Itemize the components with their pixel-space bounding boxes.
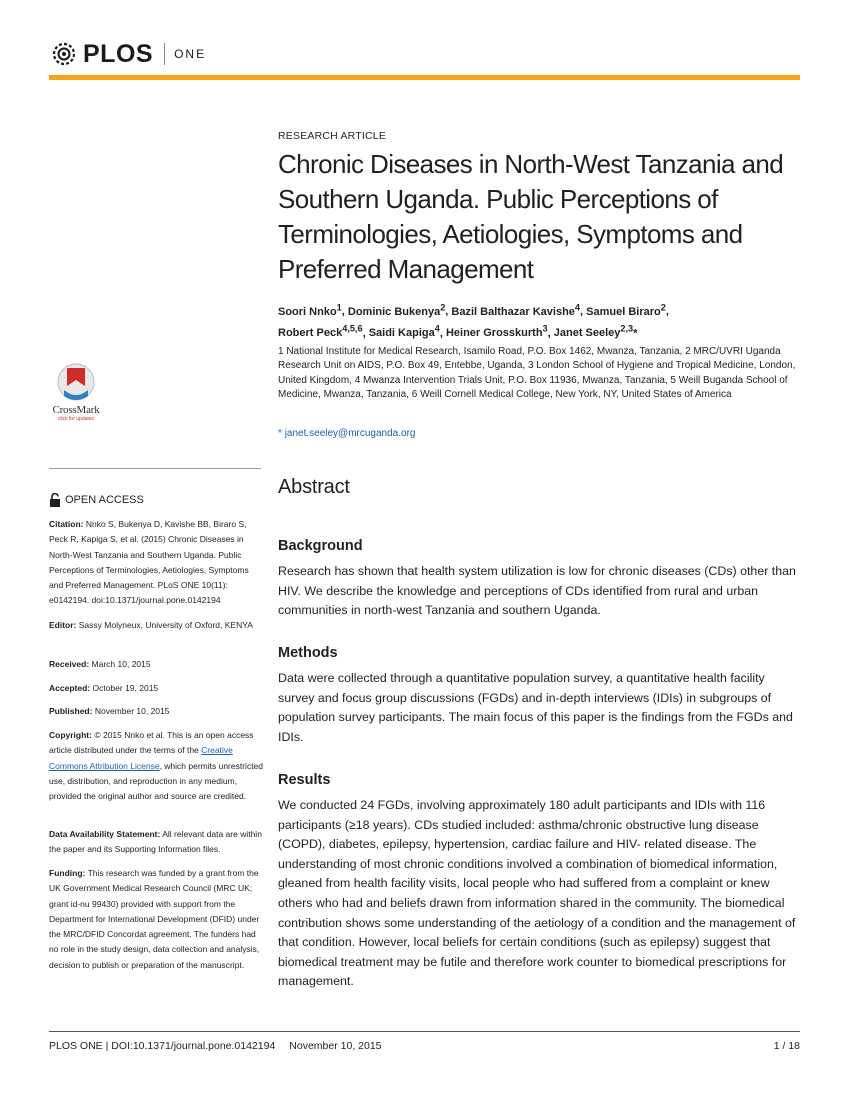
abstract-heading: Abstract (278, 476, 350, 498)
crossmark-badge[interactable] (44, 360, 108, 422)
footer-journal-doi: PLOS ONE | DOI:10.1371/journal.pone.0142194 (49, 1040, 276, 1052)
background-heading: Background (278, 538, 363, 554)
copyright-text-cont: , which permits unrestricted use, distribution, and reproduction in any medium, provided the original author and source are credited. (49, 760, 264, 802)
funding-label: Funding: (49, 868, 86, 878)
open-access-badge (49, 493, 144, 507)
logo-wordmark: PLOS (83, 39, 154, 68)
citation-block (49, 517, 264, 609)
editor-block (49, 618, 264, 633)
data-availability-text: All relevant data are within the paper and its Supporting Information files. (49, 829, 262, 855)
plos-one-logo[interactable] (49, 38, 206, 70)
author[interactable]: Bazil Balthazar Kavishe$^4$ (451, 302, 581, 318)
corresponding-marker: * (278, 428, 282, 439)
author[interactable]: Janet Seeley$^{2,3}$ (553, 323, 634, 340)
page-footer (49, 1040, 800, 1052)
accepted-label: Accepted: (49, 683, 91, 693)
received-label: Received: (49, 659, 90, 669)
copyright-label: Copyright: (49, 730, 92, 740)
funding-block (49, 866, 264, 973)
logo-divider (164, 43, 165, 65)
crossmark-icon (56, 360, 96, 404)
funding-text: This research was funded by a grant from the UK Government Medical Research Council (MRC UK; grant id-nu 99430) provided with support from the Department for International Development (DFID) under the MRC/DFID Concordat agreement. The funders had no role in the study design, data collection and analysis, decision to publish or preparation of the manuscript. (49, 868, 260, 970)
author-list: Soori Nnko$^1$, Dominic Bukenya$^2$, Bazil Balthazar Kavishe$^4$, Samuel Biraro$^2$, Robert Peck$^{4,5,6}$, Saidi Kapiga$^4$, Heiner Grosskurth$^3$, Janet Seeley$^{2,3}$* (278, 302, 669, 340)
copyright-text: © 2015 Nnko et al. This is an open access article distributed under the terms of the (49, 730, 254, 756)
accepted-date: October 19, 2015 (92, 683, 159, 693)
data-availability-block (49, 827, 264, 858)
footer-rule (49, 1031, 800, 1032)
logo-subtitle: ONE (174, 47, 207, 61)
crossmark-label: CrossMark (52, 404, 100, 416)
methods-text: Data were collected through a quantitative population survey, a quantitative health facility survey and focus group discussions (FGDs) and in-depth interviews (IDIs) in subgroups of population survey participants. The main focus of this paper is the findings from the FGDs and IDIs. (278, 671, 793, 744)
email-link[interactable]: janet.seeley@mrcuganda.org (284, 428, 416, 439)
footer-date: November 10, 2015 (289, 1040, 382, 1052)
results-heading: Results (278, 772, 331, 788)
author[interactable]: Dominic Bukenya$^2$ (347, 302, 446, 318)
results-text: We conducted 24 FGDs, involving approximately 180 adult participants and IDIs with 116 participants (≥18 years). CDs studied included: asthma/chronic obstructive lung disease (COPD), diabetes, epilepsy, hypertension, cardiac failure and HIV- related disease. The understanding of most chronic conditions involved a combination of biomedical information, gleaned from health facility visits, local people who had suffered from a complaint or knew others who had and beliefs drawn from information shared in the community. The biomedical contribution shows some understanding of the aetiology of a condition and the management of that condition. However, local beliefs for certain conditions (such as epilepsy) suggest that biomedical treatment may be futile and therefore work counter to biomedical prescriptions for management. (278, 798, 796, 989)
page-number: 1 / 18 (773, 1040, 800, 1052)
plos-logo-icon (49, 39, 79, 69)
accepted-block (49, 681, 264, 696)
crossmark-sublabel: click for updates (57, 416, 95, 422)
citation-label: Citation: (49, 519, 84, 529)
copyright-block (49, 728, 264, 804)
published-date: November 10, 2015 (94, 706, 170, 716)
data-availability-label: Data Availability Statement: (49, 829, 161, 839)
editor-label: Editor: (49, 620, 77, 630)
header-accent-bar (49, 75, 800, 80)
published-label: Published: (49, 706, 93, 716)
left-column-divider (49, 468, 261, 469)
methods-heading: Methods (278, 645, 338, 661)
author[interactable]: Heiner Grosskurth$^3$ (445, 323, 548, 340)
editor-text: Sassy Molyneux, University of Oxford, KENYA (78, 620, 253, 630)
received-block (49, 657, 264, 672)
author[interactable]: Robert Peck$^{4,5,6}$ (278, 323, 363, 340)
open-access-label: OPEN ACCESS (65, 494, 144, 506)
author[interactable]: Saidi Kapiga$^4$ (368, 323, 440, 340)
license-link[interactable]: Creative Commons Attribution License (49, 745, 233, 771)
article-title: Chronic Diseases in North-West Tanzania and Southern Uganda. Public Perceptions of Terminologies, Aetiologies, Symptoms and Preferred Management (278, 149, 784, 284)
received-date: March 10, 2015 (91, 659, 151, 669)
open-lock-icon (49, 493, 61, 507)
author[interactable]: Soori Nnko$^1$ (278, 302, 342, 318)
article-type: RESEARCH ARTICLE (278, 130, 387, 142)
background-text: Research has shown that health system utilization is low for chronic diseases (CDs) other than HIV. We describe the knowledge and perceptions of CDs identified from rural and urban communities in north-west Tanzania and southern Uganda. (278, 564, 796, 618)
published-block (49, 704, 264, 719)
citation-text: Nnko S, Bukenya D, Kavishe BB, Biraro S, Peck R, Kapiga S, et al. (2015) Chronic Diseases in North-West Tanzania and Southern Uganda. Public Perceptions of Terminologies, Aetiologies, Symptoms and Preferred Management. PLoS ONE 10(11): e0142194. doi:10.1371/journal.pone.0142194 (49, 519, 249, 606)
author[interactable]: Samuel Biraro$^2$ (586, 302, 666, 318)
corresponding-email (278, 428, 803, 439)
affiliations: 1 National Institute for Medical Research, Isamilo Road, P.O. Box 1462, Mwanza, Tanzania, 2 MRC/UVRI Uganda Research Unit on AIDS, P.O. Box 49, Entebbe, Uganda, 3 London School of Hygiene and Tropical Medicine, London, United Kingdom, 4 Mwanza Intervention Trials Unit, P.O. Box 11936, Mwanza, Tanzania, 5 Weill Buganda School of Medicine, Mwanza, Tanzania, 6 Weill Cornell Medical College, New York, NY, United States of America (278, 346, 796, 401)
